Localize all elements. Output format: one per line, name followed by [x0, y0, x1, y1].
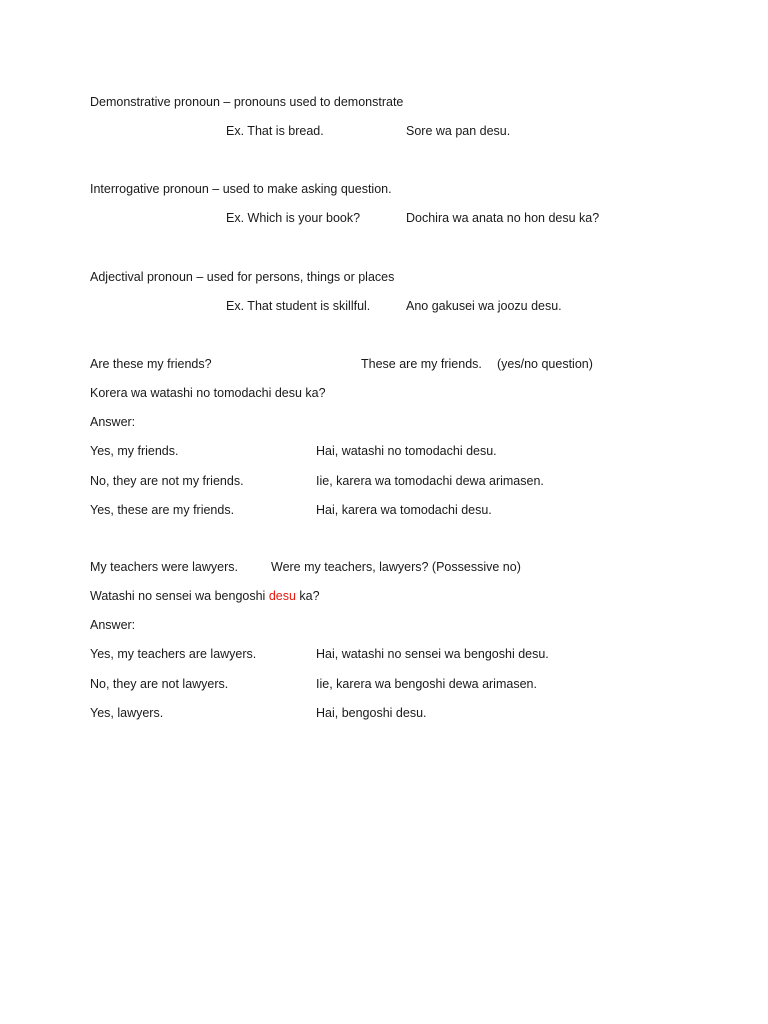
adjectival-example-en: Ex. That student is skillful.	[226, 299, 371, 313]
teachers-answer-en: Yes, my teachers are lawyers.	[90, 647, 257, 661]
friends-answer-jp: Hai, watashi no tomodachi desu.	[316, 444, 497, 458]
teachers-answer-label: Answer:	[90, 618, 136, 632]
teachers-japanese	[90, 588, 320, 604]
interrogative-example-en: Ex. Which is your book?	[226, 211, 361, 225]
friends-answer-en: No, they are not my friends.	[90, 474, 244, 488]
friends-japanese: Korera wa watashi no tomodachi desu ka?	[90, 386, 326, 400]
teachers-answer-en: No, they are not lawyers.	[90, 677, 229, 691]
friends-note: (yes/no question)	[497, 357, 593, 371]
friends-answer-en: Yes, these are my friends.	[90, 503, 235, 517]
teachers-japanese-post: ka?	[295, 589, 320, 603]
teachers-japanese-highlight: desu	[268, 589, 296, 603]
friends-answer-jp: Iie, karera wa tomodachi dewa arimasen.	[316, 474, 544, 488]
friends-answer-label: Answer:	[90, 415, 136, 429]
interrogative-example-jp: Dochira wa anata no hon desu ka?	[406, 211, 600, 225]
teachers-answer-jp: Iie, karera wa bengoshi dewa arimasen.	[316, 677, 537, 691]
interrogative-heading: Interrogative pronoun – used to make asking question.	[90, 182, 392, 196]
friends-statement: These are my friends.	[361, 357, 482, 371]
friends-answer-jp: Hai, karera wa tomodachi desu.	[316, 503, 492, 517]
adjectival-heading: Adjectival pronoun – used for persons, things or places	[90, 270, 395, 284]
teachers-statement: My teachers were lawyers.	[90, 560, 238, 574]
demonstrative-heading: Demonstrative pronoun – pronouns used to demonstrate	[90, 95, 404, 109]
teachers-answer-en: Yes, lawyers.	[90, 706, 164, 720]
teachers-question: Were my teachers, lawyers? (Possessive no)	[271, 560, 521, 574]
adjectival-example-jp: Ano gakusei wa joozu desu.	[406, 299, 562, 313]
demonstrative-example-jp: Sore wa pan desu.	[406, 124, 511, 138]
friends-question: Are these my friends?	[90, 357, 212, 371]
demonstrative-example-en: Ex. That is bread.	[226, 124, 324, 138]
teachers-answer-jp: Hai, watashi no sensei wa bengoshi desu.	[316, 647, 549, 661]
friends-answer-en: Yes, my friends.	[90, 444, 179, 458]
teachers-answer-jp: Hai, bengoshi desu.	[316, 706, 427, 720]
teachers-japanese-pre: Watashi no sensei wa bengoshi	[90, 589, 269, 603]
